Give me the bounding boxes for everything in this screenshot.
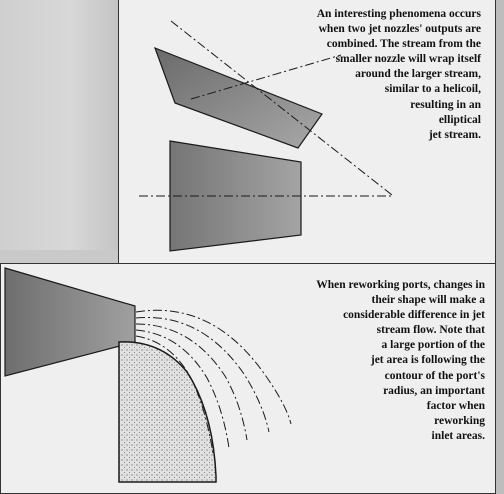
- caption-line: a large portion of the: [381, 339, 485, 352]
- caption-line: An interesting phenomena occurs: [316, 8, 481, 20]
- caption-line: factor when: [426, 399, 485, 412]
- caption-line: around the larger stream,: [355, 68, 481, 81]
- caption-line: reworking: [434, 414, 485, 427]
- caption-line: elliptical: [438, 113, 481, 126]
- background-right-edge: [496, 0, 504, 494]
- caption-line: jet stream.: [428, 128, 481, 141]
- caption-line: stream flow. Note that: [376, 324, 485, 337]
- caption-line: When reworking ports, changes in: [316, 279, 485, 291]
- caption-line: contour of the port's: [384, 369, 485, 382]
- top-caption: [261, 7, 481, 143]
- caption-line: similar to a helicoil,: [384, 83, 481, 96]
- caption-line: inlet areas.: [431, 429, 485, 442]
- caption-line: their shape will make a: [371, 294, 485, 307]
- caption-line: combined. The stream from the: [326, 38, 481, 51]
- port-block: [119, 342, 216, 482]
- caption-line: when two jet nozzles' outputs are: [318, 23, 481, 36]
- caption-line: resulting in an: [410, 98, 481, 111]
- caption-line: considerable difference in jet: [343, 309, 485, 322]
- bottom-caption: [285, 278, 485, 444]
- top-diagram-panel: [118, 0, 496, 264]
- caption-line: radius, an important: [383, 384, 485, 397]
- port-nozzle: [5, 268, 135, 376]
- caption-line: smaller nozzle will wrap itself: [335, 53, 481, 66]
- bottom-diagram-panel: [0, 263, 496, 494]
- background-left-strip: [0, 0, 118, 250]
- caption-line: jet area is following the: [370, 354, 485, 367]
